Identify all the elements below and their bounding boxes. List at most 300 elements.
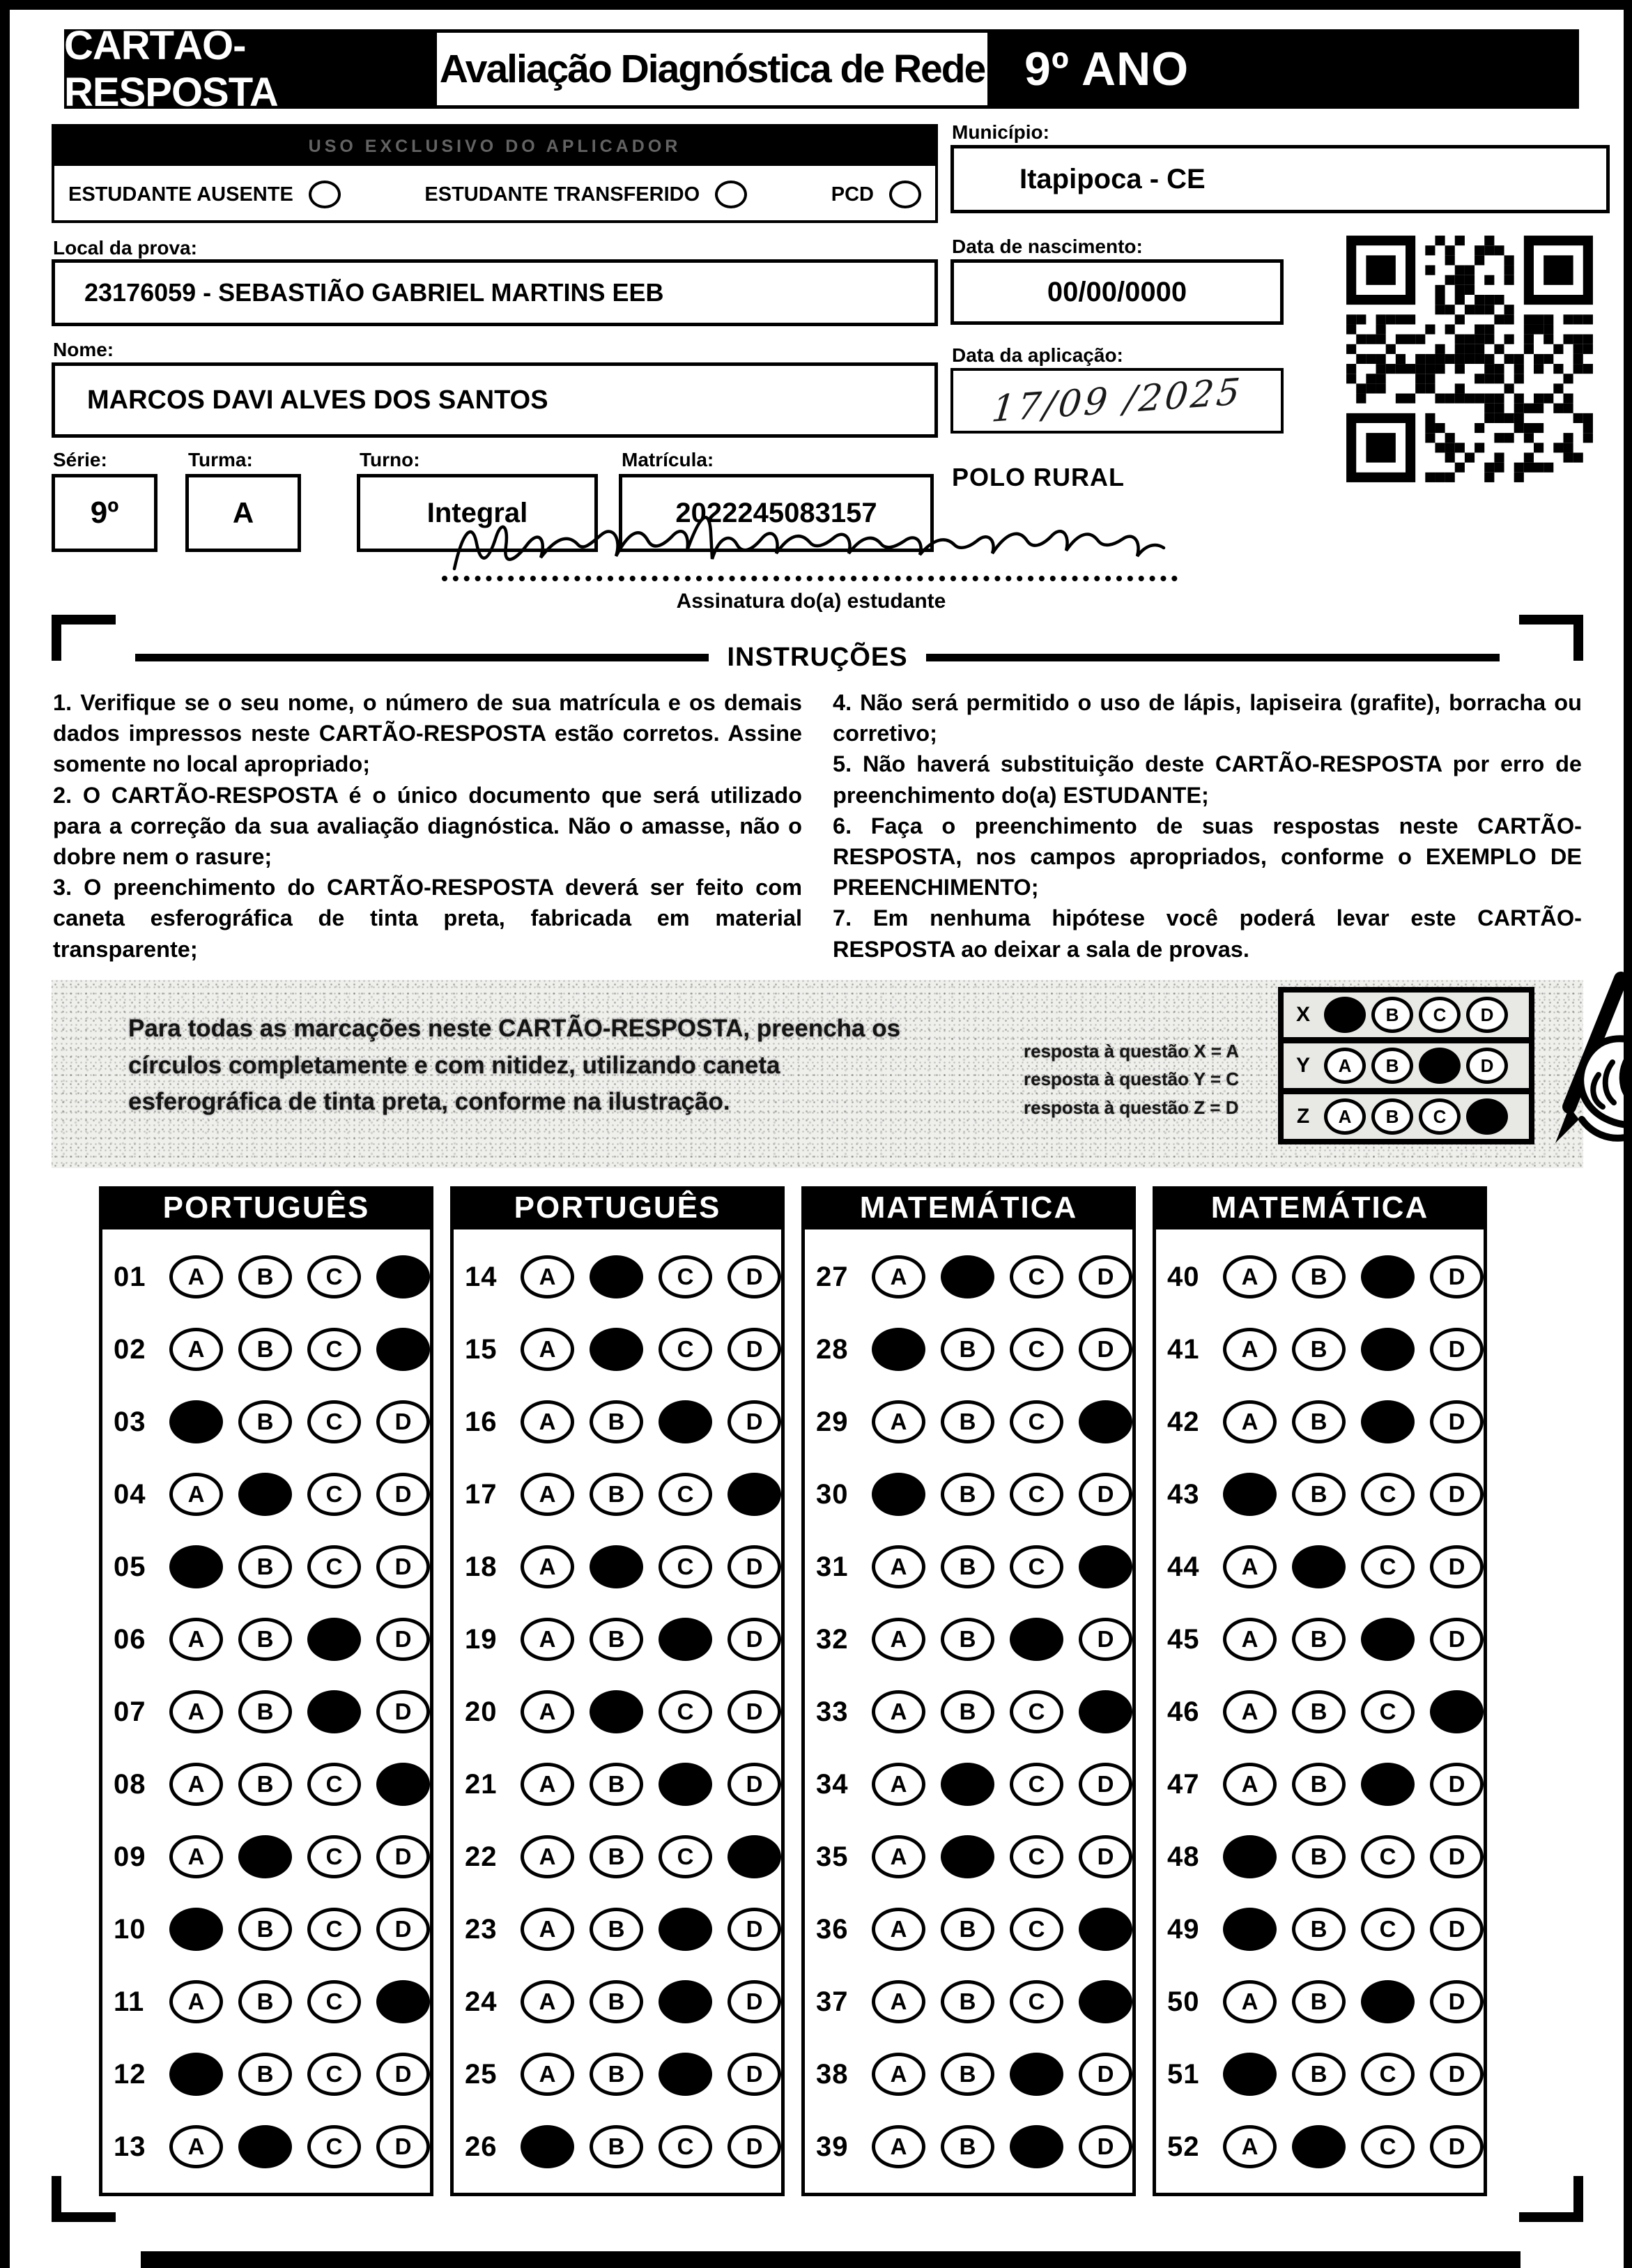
applicator-bar-label: USO EXCLUSIVO DO APLICADOR bbox=[308, 136, 682, 156]
bubble-28-C[interactable]: C bbox=[1010, 1328, 1063, 1371]
bubble-27-D[interactable]: D bbox=[1079, 1255, 1132, 1298]
answer-column-1-body bbox=[99, 1229, 433, 2196]
bubble-23-B[interactable]: B bbox=[590, 1908, 643, 1951]
local-field bbox=[52, 259, 938, 326]
nascimento-field bbox=[950, 259, 1284, 325]
bubble-44-B[interactable] bbox=[1292, 1545, 1346, 1588]
bubble-01-B[interactable]: B bbox=[238, 1255, 292, 1298]
bubble-12-C[interactable]: C bbox=[307, 2053, 361, 2096]
bubble-03-A[interactable] bbox=[169, 1400, 223, 1443]
bubble-32-B[interactable]: B bbox=[941, 1618, 994, 1661]
exam-title-text: Avaliação Diagnóstica de Rede bbox=[439, 47, 985, 91]
bubble-45-C[interactable] bbox=[1361, 1618, 1415, 1661]
bubble-41-B[interactable]: B bbox=[1292, 1328, 1346, 1371]
bubble-14-C[interactable]: C bbox=[659, 1255, 712, 1298]
bubble-04-B[interactable] bbox=[238, 1473, 292, 1516]
bubble-10-A[interactable] bbox=[169, 1908, 223, 1951]
card-title-text: CARTÃO-RESPOSTA bbox=[64, 23, 278, 115]
question-number: 12 bbox=[114, 2058, 146, 2090]
bubble-34-A[interactable]: A bbox=[872, 1763, 925, 1806]
bubble-38-A[interactable]: A bbox=[872, 2053, 925, 2096]
bubble-50-C[interactable] bbox=[1361, 1980, 1415, 2023]
bubble-27-C[interactable]: C bbox=[1010, 1255, 1063, 1298]
bubble-46-A[interactable]: A bbox=[1223, 1690, 1277, 1733]
applicator-box bbox=[52, 124, 938, 223]
bubble-07-C[interactable] bbox=[307, 1690, 361, 1733]
question-number: 33 bbox=[816, 1696, 849, 1727]
bubble-10-C[interactable]: C bbox=[307, 1908, 361, 1951]
question-number: 45 bbox=[1167, 1623, 1200, 1655]
bubble-16-C[interactable] bbox=[659, 1400, 712, 1443]
bubble-20-D[interactable]: D bbox=[728, 1690, 781, 1733]
bubble-21-A[interactable]: A bbox=[521, 1763, 574, 1806]
bubble-12-A[interactable] bbox=[169, 2053, 223, 2096]
bubble-38-B[interactable]: B bbox=[941, 2053, 994, 2096]
bubble-31-A[interactable]: A bbox=[872, 1545, 925, 1588]
question-number: 11 bbox=[114, 1986, 145, 2017]
bubble-33-B[interactable]: B bbox=[941, 1690, 994, 1733]
bubble-17-D[interactable] bbox=[728, 1473, 781, 1516]
bubble-37-C[interactable]: C bbox=[1010, 1980, 1063, 2023]
question-row-20 bbox=[454, 1676, 781, 1748]
question-number: 43 bbox=[1167, 1478, 1200, 1510]
bubble-01-D[interactable] bbox=[376, 1255, 430, 1298]
question-number: 34 bbox=[816, 1768, 849, 1800]
bubble-18-D[interactable]: D bbox=[728, 1545, 781, 1588]
bubble-29-D[interactable] bbox=[1079, 1400, 1132, 1443]
bubble-46-B[interactable]: B bbox=[1292, 1690, 1346, 1733]
bubble-52-B[interactable] bbox=[1292, 2125, 1346, 2168]
checkbox-circle[interactable] bbox=[715, 181, 747, 208]
corner-bracket-top-right-icon bbox=[1519, 615, 1583, 661]
bubble-13-D[interactable]: D bbox=[376, 2125, 430, 2168]
bubble-24-D[interactable]: D bbox=[728, 1980, 781, 2023]
bubble-05-A[interactable] bbox=[169, 1545, 223, 1588]
bubble-16-B[interactable]: B bbox=[590, 1400, 643, 1443]
bubble-38-D[interactable]: D bbox=[1079, 2053, 1132, 2096]
bubble-46-C[interactable]: C bbox=[1361, 1690, 1415, 1733]
bubble-40-D[interactable]: D bbox=[1430, 1255, 1484, 1298]
bubble-04-D[interactable]: D bbox=[376, 1473, 430, 1516]
bubble-42-C[interactable] bbox=[1361, 1400, 1415, 1443]
bubble-19-D[interactable]: D bbox=[728, 1618, 781, 1661]
bubble-22-C[interactable]: C bbox=[659, 1835, 712, 1878]
bubble-10-D[interactable]: D bbox=[376, 1908, 430, 1951]
question-row-04 bbox=[102, 1458, 430, 1531]
checkbox-label: PCD bbox=[831, 183, 874, 206]
bubble-30-A[interactable] bbox=[872, 1473, 925, 1516]
question-number: 47 bbox=[1167, 1768, 1200, 1800]
question-number: 13 bbox=[114, 2131, 146, 2162]
bubble-35-D[interactable]: D bbox=[1079, 1835, 1132, 1878]
checkbox-item bbox=[68, 181, 341, 208]
bubble-22-A[interactable]: A bbox=[521, 1835, 574, 1878]
bubble-47-A[interactable]: A bbox=[1223, 1763, 1277, 1806]
bubble-39-D[interactable]: D bbox=[1079, 2125, 1132, 2168]
bubble-43-C[interactable]: C bbox=[1361, 1473, 1415, 1516]
bubble-06-B[interactable]: B bbox=[238, 1618, 292, 1661]
example-bubble-Y-D: D bbox=[1466, 1048, 1508, 1084]
question-number: 37 bbox=[816, 1986, 849, 2017]
bubble-20-B[interactable] bbox=[590, 1690, 643, 1733]
bubble-51-D[interactable]: D bbox=[1430, 2053, 1484, 2096]
bubble-28-B[interactable]: B bbox=[941, 1328, 994, 1371]
bubble-34-D[interactable]: D bbox=[1079, 1763, 1132, 1806]
question-number: 31 bbox=[816, 1551, 849, 1582]
bubble-42-B[interactable]: B bbox=[1292, 1400, 1346, 1443]
bubble-01-C[interactable]: C bbox=[307, 1255, 361, 1298]
nome-field bbox=[52, 362, 938, 438]
bubble-39-B[interactable]: B bbox=[941, 2125, 994, 2168]
bubble-43-D[interactable]: D bbox=[1430, 1473, 1484, 1516]
bubble-48-C[interactable]: C bbox=[1361, 1835, 1415, 1878]
bubble-49-D[interactable]: D bbox=[1430, 1908, 1484, 1951]
bubble-18-B[interactable] bbox=[590, 1545, 643, 1588]
checkbox-circle[interactable] bbox=[309, 181, 341, 208]
bubble-36-A[interactable]: A bbox=[872, 1908, 925, 1951]
bubble-20-A[interactable]: A bbox=[521, 1690, 574, 1733]
bubble-08-C[interactable]: C bbox=[307, 1763, 361, 1806]
bubble-43-B[interactable]: B bbox=[1292, 1473, 1346, 1516]
bubble-04-C[interactable]: C bbox=[307, 1473, 361, 1516]
bubble-22-D[interactable] bbox=[728, 1835, 781, 1878]
question-row-24 bbox=[454, 1966, 781, 2038]
bubble-36-D[interactable] bbox=[1079, 1908, 1132, 1951]
answer-column-3-title: MATEMÁTICA bbox=[801, 1186, 1136, 1229]
bubble-02-C[interactable]: C bbox=[307, 1328, 361, 1371]
bubble-20-C[interactable]: C bbox=[659, 1690, 712, 1733]
bubble-04-A[interactable]: A bbox=[169, 1473, 223, 1516]
question-row-01 bbox=[102, 1241, 430, 1313]
question-number: 36 bbox=[816, 1913, 849, 1945]
bubble-48-B[interactable]: B bbox=[1292, 1835, 1346, 1878]
bubble-30-C[interactable]: C bbox=[1010, 1473, 1063, 1516]
bubble-18-C[interactable]: C bbox=[659, 1545, 712, 1588]
bubble-17-A[interactable]: A bbox=[521, 1473, 574, 1516]
question-number: 38 bbox=[816, 2058, 849, 2090]
bubble-42-A[interactable]: A bbox=[1223, 1400, 1277, 1443]
municipio-field bbox=[950, 145, 1610, 213]
aplicacao-field bbox=[950, 368, 1284, 434]
question-row-28 bbox=[805, 1313, 1132, 1386]
question-number: 27 bbox=[816, 1261, 849, 1292]
question-row-38 bbox=[805, 2038, 1132, 2110]
bubble-51-B[interactable]: B bbox=[1292, 2053, 1346, 2096]
bubble-13-B[interactable] bbox=[238, 2125, 292, 2168]
bubble-48-D[interactable]: D bbox=[1430, 1835, 1484, 1878]
instruction-item: 7. Em nenhuma hipótese você poderá levar este CARTÃO-RESPOSTA ao deixar a sala de provas. bbox=[833, 905, 1582, 962]
bubble-52-C[interactable]: C bbox=[1361, 2125, 1415, 2168]
question-number: 21 bbox=[465, 1768, 498, 1800]
bubble-18-A[interactable]: A bbox=[521, 1545, 574, 1588]
bubble-03-D[interactable]: D bbox=[376, 1400, 430, 1443]
question-row-14 bbox=[454, 1241, 781, 1313]
bubble-16-D[interactable]: D bbox=[728, 1400, 781, 1443]
question-row-05 bbox=[102, 1531, 430, 1603]
bubble-26-C[interactable]: C bbox=[659, 2125, 712, 2168]
question-number: 29 bbox=[816, 1406, 849, 1437]
bubble-43-A[interactable] bbox=[1223, 1473, 1277, 1516]
bubble-33-C[interactable]: C bbox=[1010, 1690, 1063, 1733]
bubble-05-B[interactable]: B bbox=[238, 1545, 292, 1588]
bubble-29-B[interactable]: B bbox=[941, 1400, 994, 1443]
bubble-08-B[interactable]: B bbox=[238, 1763, 292, 1806]
bubble-26-A[interactable] bbox=[521, 2125, 574, 2168]
bubble-21-B[interactable]: B bbox=[590, 1763, 643, 1806]
question-number: 04 bbox=[114, 1478, 146, 1510]
bubble-46-D[interactable] bbox=[1430, 1690, 1484, 1733]
bubble-25-A[interactable]: A bbox=[521, 2053, 574, 2096]
bubble-19-C[interactable] bbox=[659, 1618, 712, 1661]
question-number: 40 bbox=[1167, 1261, 1200, 1292]
bubble-15-D[interactable]: D bbox=[728, 1328, 781, 1371]
example-bubble-X-C: C bbox=[1419, 997, 1461, 1033]
bubble-49-B[interactable]: B bbox=[1292, 1908, 1346, 1951]
bubble-41-C[interactable] bbox=[1361, 1328, 1415, 1371]
question-number: 41 bbox=[1167, 1333, 1200, 1365]
bubble-37-B[interactable]: B bbox=[941, 1980, 994, 2023]
example-bubble-Y-B: B bbox=[1371, 1048, 1413, 1084]
question-number: 30 bbox=[816, 1478, 849, 1510]
bubble-41-A[interactable]: A bbox=[1223, 1328, 1277, 1371]
bubble-12-D[interactable]: D bbox=[376, 2053, 430, 2096]
bubble-07-D[interactable]: D bbox=[376, 1690, 430, 1733]
question-number: 16 bbox=[465, 1406, 498, 1437]
bubble-21-C[interactable] bbox=[659, 1763, 712, 1806]
bubble-38-C[interactable] bbox=[1010, 2053, 1063, 2096]
bubble-09-D[interactable]: D bbox=[376, 1835, 430, 1878]
question-row-16 bbox=[454, 1386, 781, 1458]
bubble-31-C[interactable]: C bbox=[1010, 1545, 1063, 1588]
bubble-40-A[interactable]: A bbox=[1223, 1255, 1277, 1298]
bubble-06-D[interactable]: D bbox=[376, 1618, 430, 1661]
bubble-11-B[interactable]: B bbox=[238, 1980, 292, 2023]
example-row-label: X bbox=[1295, 1003, 1310, 1026]
nascimento-value: 00/00/0000 bbox=[1047, 276, 1187, 307]
bubble-33-D[interactable] bbox=[1079, 1690, 1132, 1733]
question-row-06 bbox=[102, 1603, 430, 1676]
question-number: 20 bbox=[465, 1696, 498, 1727]
bubble-23-C[interactable] bbox=[659, 1908, 712, 1951]
bubble-47-B[interactable]: B bbox=[1292, 1763, 1346, 1806]
bubble-42-D[interactable]: D bbox=[1430, 1400, 1484, 1443]
bubble-27-A[interactable]: A bbox=[872, 1255, 925, 1298]
bubble-13-A[interactable]: A bbox=[169, 2125, 223, 2168]
bubble-21-D[interactable]: D bbox=[728, 1763, 781, 1806]
bubble-29-C[interactable]: C bbox=[1010, 1400, 1063, 1443]
bubble-14-B[interactable] bbox=[590, 1255, 643, 1298]
bubble-44-A[interactable]: A bbox=[1223, 1545, 1277, 1588]
bubble-28-D[interactable]: D bbox=[1079, 1328, 1132, 1371]
bubble-35-B[interactable] bbox=[941, 1835, 994, 1878]
bubble-47-D[interactable]: D bbox=[1430, 1763, 1484, 1806]
example-row-Y bbox=[1284, 1043, 1529, 1094]
bubble-28-A[interactable] bbox=[872, 1328, 925, 1371]
bubble-09-B[interactable] bbox=[238, 1835, 292, 1878]
bubble-52-D[interactable]: D bbox=[1430, 2125, 1484, 2168]
question-number: 24 bbox=[465, 1986, 498, 2017]
bubble-44-D[interactable]: D bbox=[1430, 1545, 1484, 1588]
bubble-15-B[interactable] bbox=[590, 1328, 643, 1371]
question-row-37 bbox=[805, 1966, 1132, 2038]
bubble-09-A[interactable]: A bbox=[169, 1835, 223, 1878]
bubble-51-A[interactable] bbox=[1223, 2053, 1277, 2096]
bubble-14-A[interactable]: A bbox=[521, 1255, 574, 1298]
bubble-33-A[interactable]: A bbox=[872, 1690, 925, 1733]
bubble-25-C[interactable] bbox=[659, 2053, 712, 2096]
bubble-45-B[interactable]: B bbox=[1292, 1618, 1346, 1661]
bubble-36-B[interactable]: B bbox=[941, 1908, 994, 1951]
municipio-label: Município: bbox=[952, 121, 1049, 143]
bubble-03-B[interactable]: B bbox=[238, 1400, 292, 1443]
bubble-37-A[interactable]: A bbox=[872, 1980, 925, 2023]
question-number: 46 bbox=[1167, 1696, 1200, 1727]
bubble-22-B[interactable]: B bbox=[590, 1835, 643, 1878]
bubble-35-C[interactable]: C bbox=[1010, 1835, 1063, 1878]
bubble-32-D[interactable]: D bbox=[1079, 1618, 1132, 1661]
question-row-30 bbox=[805, 1458, 1132, 1531]
bubble-06-A[interactable]: A bbox=[169, 1618, 223, 1661]
bubble-03-C[interactable]: C bbox=[307, 1400, 361, 1443]
bubble-02-A[interactable]: A bbox=[169, 1328, 223, 1371]
polo-label: POLO RURAL bbox=[952, 463, 1125, 491]
serie-field bbox=[52, 474, 157, 552]
bubble-39-C[interactable] bbox=[1010, 2125, 1063, 2168]
question-number: 22 bbox=[465, 1841, 498, 1872]
checkbox-label: ESTUDANTE AUSENTE bbox=[68, 183, 293, 206]
fill-example-note: Para todas as marcações neste CARTÃO-RESPOSTA, preencha os círculos completamente e com nitidez, utilizando caneta esferográfica de tinta preta, conforme na ilustração. bbox=[128, 1015, 901, 1115]
card-title bbox=[64, 23, 433, 115]
bubble-51-C[interactable]: C bbox=[1361, 2053, 1415, 2096]
question-number: 23 bbox=[465, 1913, 498, 1945]
bubble-25-B[interactable]: B bbox=[590, 2053, 643, 2096]
question-number: 09 bbox=[114, 1841, 146, 1872]
bubble-17-B[interactable]: B bbox=[590, 1473, 643, 1516]
question-row-43 bbox=[1156, 1458, 1484, 1531]
bubble-26-D[interactable]: D bbox=[728, 2125, 781, 2168]
bubble-13-C[interactable]: C bbox=[307, 2125, 361, 2168]
bubble-41-D[interactable]: D bbox=[1430, 1328, 1484, 1371]
question-row-29 bbox=[805, 1386, 1132, 1458]
bubble-45-D[interactable]: D bbox=[1430, 1618, 1484, 1661]
bubble-26-B[interactable]: B bbox=[590, 2125, 643, 2168]
bubble-40-B[interactable]: B bbox=[1292, 1255, 1346, 1298]
bubble-07-B[interactable]: B bbox=[238, 1690, 292, 1733]
nome-label: Nome: bbox=[53, 339, 114, 360]
bubble-16-A[interactable]: A bbox=[521, 1400, 574, 1443]
checkbox-item bbox=[831, 181, 921, 208]
bubble-08-A[interactable]: A bbox=[169, 1763, 223, 1806]
bubble-35-A[interactable]: A bbox=[872, 1835, 925, 1878]
answer-column-4-title: MATEMÁTICA bbox=[1153, 1186, 1487, 1229]
bubble-24-B[interactable]: B bbox=[590, 1980, 643, 2023]
bubble-01-A[interactable]: A bbox=[169, 1255, 223, 1298]
bubble-48-A[interactable] bbox=[1223, 1835, 1277, 1878]
bubble-34-C[interactable]: C bbox=[1010, 1763, 1063, 1806]
question-number: 15 bbox=[465, 1333, 498, 1365]
bubble-31-B[interactable]: B bbox=[941, 1545, 994, 1588]
bubble-17-C[interactable]: C bbox=[659, 1473, 712, 1516]
checkbox-circle[interactable] bbox=[889, 181, 921, 208]
bubble-15-A[interactable]: A bbox=[521, 1328, 574, 1371]
bubble-37-D[interactable] bbox=[1079, 1980, 1132, 2023]
bubble-08-D[interactable] bbox=[376, 1763, 430, 1806]
bubble-11-D[interactable] bbox=[376, 1980, 430, 2023]
bubble-50-B[interactable]: B bbox=[1292, 1980, 1346, 2023]
bubble-45-A[interactable]: A bbox=[1223, 1618, 1277, 1661]
bubble-31-D[interactable] bbox=[1079, 1545, 1132, 1588]
question-row-03 bbox=[102, 1386, 430, 1458]
bubble-11-A[interactable]: A bbox=[169, 1980, 223, 2023]
bubble-07-A[interactable]: A bbox=[169, 1690, 223, 1733]
bubble-06-C[interactable] bbox=[307, 1618, 361, 1661]
question-row-12 bbox=[102, 2038, 430, 2110]
bubble-27-B[interactable] bbox=[941, 1255, 994, 1298]
bubble-11-C[interactable]: C bbox=[307, 1980, 361, 2023]
bubble-24-C[interactable] bbox=[659, 1980, 712, 2023]
bubble-34-B[interactable] bbox=[941, 1763, 994, 1806]
bubble-23-D[interactable]: D bbox=[728, 1908, 781, 1951]
example-bubble-X-B: B bbox=[1371, 997, 1413, 1033]
bubble-29-A[interactable]: A bbox=[872, 1400, 925, 1443]
bubble-15-C[interactable]: C bbox=[659, 1328, 712, 1371]
bubble-32-A[interactable]: A bbox=[872, 1618, 925, 1661]
bubble-44-C[interactable]: C bbox=[1361, 1545, 1415, 1588]
bubble-50-D[interactable]: D bbox=[1430, 1980, 1484, 2023]
question-number: 44 bbox=[1167, 1551, 1200, 1582]
bubble-25-D[interactable]: D bbox=[728, 2053, 781, 2096]
question-row-35 bbox=[805, 1821, 1132, 1893]
bubble-30-B[interactable]: B bbox=[941, 1473, 994, 1516]
bubble-50-A[interactable]: A bbox=[1223, 1980, 1277, 2023]
bubble-02-B[interactable]: B bbox=[238, 1328, 292, 1371]
bubble-09-C[interactable]: C bbox=[307, 1835, 361, 1878]
bubble-39-A[interactable]: A bbox=[872, 2125, 925, 2168]
bubble-24-A[interactable]: A bbox=[521, 1980, 574, 2023]
bubble-14-D[interactable]: D bbox=[728, 1255, 781, 1298]
question-number: 48 bbox=[1167, 1841, 1200, 1872]
bubble-23-A[interactable]: A bbox=[521, 1908, 574, 1951]
question-row-41 bbox=[1156, 1313, 1484, 1386]
instruction-item: 3. O preenchimento do CARTÃO-RESPOSTA deverá ser feito com caneta esferográfica de tinta preta, fabricada em material transparente; bbox=[53, 875, 802, 962]
turno-value: Integral bbox=[426, 497, 528, 528]
bubble-40-C[interactable] bbox=[1361, 1255, 1415, 1298]
bubble-52-A[interactable]: A bbox=[1223, 2125, 1277, 2168]
question-number: 49 bbox=[1167, 1913, 1200, 1945]
bubble-47-C[interactable] bbox=[1361, 1763, 1415, 1806]
bubble-05-D[interactable]: D bbox=[376, 1545, 430, 1588]
bubble-19-B[interactable]: B bbox=[590, 1618, 643, 1661]
question-row-49 bbox=[1156, 1893, 1484, 1966]
bubble-30-D[interactable]: D bbox=[1079, 1473, 1132, 1516]
bubble-49-C[interactable]: C bbox=[1361, 1908, 1415, 1951]
question-number: 50 bbox=[1167, 1986, 1200, 2017]
serie-value: 9º bbox=[90, 496, 119, 530]
bubble-19-A[interactable]: A bbox=[521, 1618, 574, 1661]
bubble-12-B[interactable]: B bbox=[238, 2053, 292, 2096]
bubble-32-C[interactable] bbox=[1010, 1618, 1063, 1661]
bubble-05-C[interactable]: C bbox=[307, 1545, 361, 1588]
answers-section bbox=[99, 1186, 1488, 2196]
bubble-36-C[interactable]: C bbox=[1010, 1908, 1063, 1951]
question-row-50 bbox=[1156, 1966, 1484, 2038]
question-row-48 bbox=[1156, 1821, 1484, 1893]
bubble-10-B[interactable]: B bbox=[238, 1908, 292, 1951]
bubble-02-D[interactable] bbox=[376, 1328, 430, 1371]
aplicacao-label: Data da aplicação: bbox=[952, 344, 1123, 366]
bubble-49-A[interactable] bbox=[1223, 1908, 1277, 1951]
question-row-44 bbox=[1156, 1531, 1484, 1603]
